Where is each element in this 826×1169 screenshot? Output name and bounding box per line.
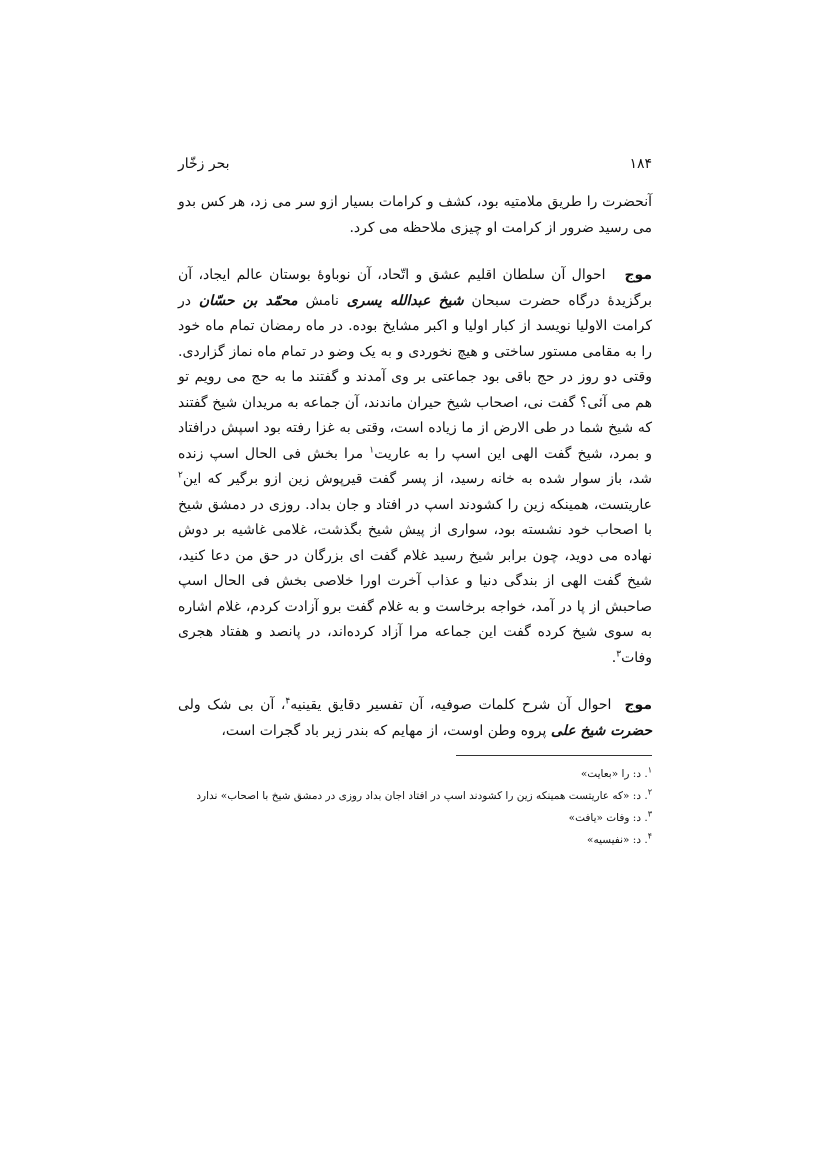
footnote-divider: [456, 755, 652, 756]
footnote-reference[interactable]: ۴: [285, 696, 291, 707]
footnotes: [178, 763, 652, 851]
footnote-item: [178, 807, 652, 829]
paragraph-text-segment: پروه وطن اوست، از مهایم که بندر زیر باد گجرات است،: [221, 722, 547, 739]
person-name-bold: شیخ عبدالله یسری: [346, 292, 464, 309]
section-label-mawj: موج: [624, 267, 652, 283]
paragraph-text-segment: احوال آن سلطان اقلیم عشق و اتّحاد، آن نوباوهٔ بوستان عالم ایجاد، آن برگزیدهٔ درگاه حضرت سبحان: [178, 267, 653, 309]
footnote-text: . د: را «بعایت»: [580, 768, 648, 780]
footnote-text: . د: «که عاریتست همینکه زین را کشودند اسپ در افتاد اجان بداد روزی در دمشق شیخ با اصحاب» ندارد: [196, 790, 648, 802]
person-name-bold: حضرت شیخ علی: [550, 722, 652, 739]
paragraph-intro: [178, 190, 652, 241]
paragraph-shaykh-ali: [178, 693, 652, 744]
footnote-item: [178, 763, 652, 785]
running-header: [178, 146, 652, 172]
paragraph-text-segment: عاریتست، همینکه زین را کشودند اسپ در افتاد و جان بداد. روزی در دمشق شیخ با اصحاب خود نشسته بود، سواری از پیش شیخ بگذشت، غلامی غاشیه بر دوش نهاده می دوید، چون برابر شیخ رسید غلام گفت ای بزرگان در حق من دعا کنید، شیخ گفت الهی از بندگی دنیا و عذاب آخرت اورا خلاصی بخش فی الحال اسپ صاحبش از پا در آمد، خواجه برخاست و به غلام گفت برو آزادت کردم، غلام اشاره به سوی شیخ کرده گفت این جماعه مرا آزاد کرده‌اند، در پانصد و هفتاد هجری وفات: [178, 496, 652, 666]
footnote-item: [178, 785, 652, 807]
footnote-number: ۴: [647, 831, 652, 841]
footnote-text: . د: وفات «یافت»: [568, 812, 648, 824]
paragraph-text-segment: .: [611, 649, 617, 666]
paragraph-shaykh-abdullah: [178, 263, 652, 671]
running-title: بحر زخّار: [178, 156, 230, 172]
section-label-mawj: موج: [624, 697, 653, 713]
footnote-reference[interactable]: ۱: [369, 444, 375, 455]
person-name-bold: محمّد بن حسّان: [198, 292, 298, 309]
footnote-number: ۳: [647, 809, 652, 819]
footnote-number: ۲: [647, 787, 652, 797]
footnote-reference[interactable]: ۳: [616, 648, 622, 659]
paragraph-text-segment: احوال آن شرح کلمات صوفیه، آن تفسیر دقایق یقینیه: [290, 697, 612, 713]
paragraph-intro-text: آنحضرت را طریق ملامتیه بود، کشف و کرامات بسیار ازو سر می زد، هر کس بدو می رسید ضرور از کرامت او چیزی ملاحظه می کرد.: [178, 194, 652, 236]
footnote-number: ۱: [647, 765, 652, 775]
paragraph-text-segment: نامش: [305, 292, 339, 309]
main-text: [178, 190, 652, 744]
footnote-text: . د: «نفیسیه»: [587, 834, 648, 846]
footnote-reference[interactable]: ۲: [178, 470, 183, 481]
footnote-item: [178, 829, 652, 851]
paragraph-text-segment: ، آن بی شک ولی: [178, 697, 286, 713]
page-number: ۱۸۴: [629, 156, 652, 172]
paragraph-text-segment: مرا بخش فی الحال اسپ زنده شد، باز سوار شده به خانه رسید، از پسر گفت قیرپوش زین ازو برگیر که این: [178, 445, 652, 487]
paragraph-text-segment: در کرامت الاولیا نویسد از کبار اولیا و اکبر مشایخ بوده. در ماه رمضان تمام ماه خود را به مقامی مستور ساختی و هیچ نخوردی و به یک وضو در تمام ماه نماز گزاردی. وقتی دو روز در حج باقی بود جماعتی بر وی آمدند و گفتند ما به حج می رویم تو هم می آئی؟ گفت نی، اصحاب شیخ حیران ماندند، آن جماعه به مریدان شیخ گفتند که شیخ شما در طی الارض از ما زیاده است، وقتی به غزا رفته بود اسپش درافتاد و بمرد، شیخ گفت الهی این اسپ را به عاریت: [178, 292, 652, 462]
